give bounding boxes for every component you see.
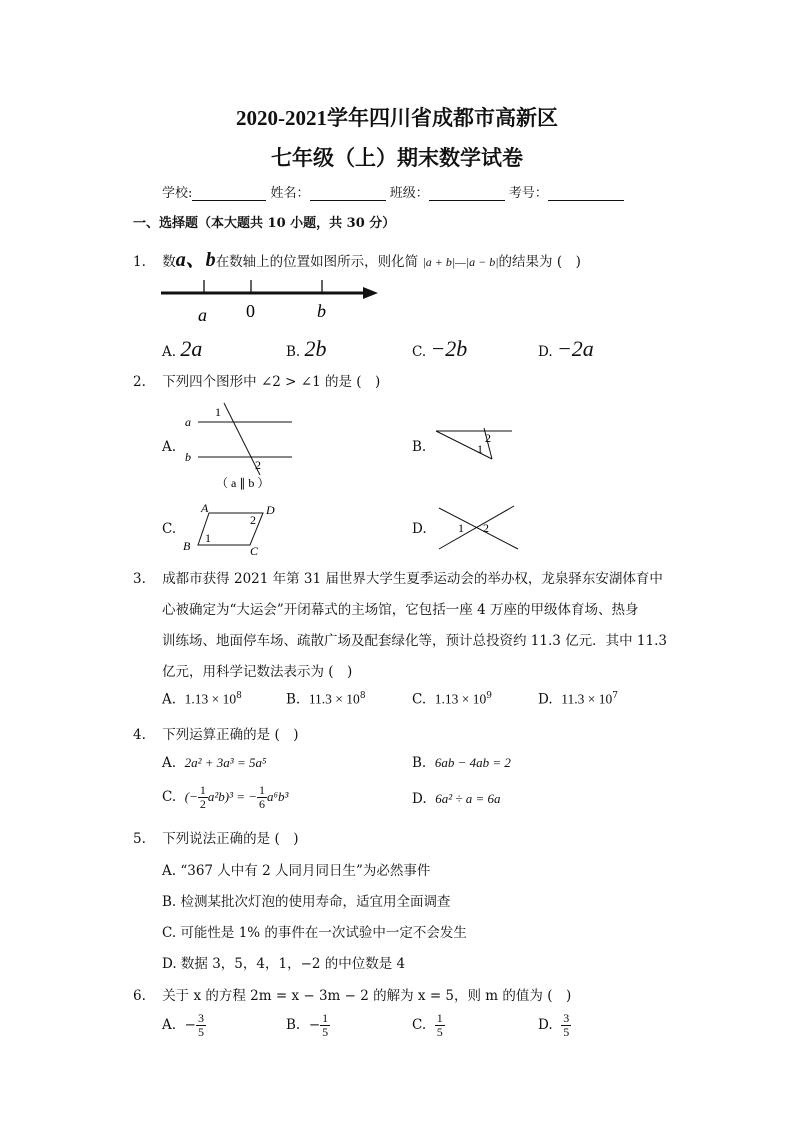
vertex-C: C bbox=[250, 544, 259, 558]
label-b: b bbox=[185, 450, 191, 464]
q1-text-mid: 在数轴上的位置如图所示，则化简 bbox=[215, 254, 419, 270]
q1-option-c-label: C. bbox=[412, 344, 427, 360]
q6-option-c-label: C. bbox=[412, 1017, 427, 1033]
q4-option-c-left: (− bbox=[184, 789, 198, 804]
angle-2-label: 2 bbox=[255, 458, 261, 472]
q6-option-a-den: 5 bbox=[197, 1025, 204, 1039]
section-heading: 一、选择题（本大题共 10 小题，共 30 分） bbox=[133, 216, 396, 231]
q4-option-c-frac1-den: 2 bbox=[199, 797, 206, 811]
q4-option-c-label: C. bbox=[162, 789, 177, 805]
q1-option-c[interactable] bbox=[412, 336, 467, 362]
q3-option-d-label: D. bbox=[538, 691, 553, 708]
q4-option-c-frac2-num: 1 bbox=[259, 783, 266, 797]
q2-figure-c bbox=[178, 500, 283, 558]
vertex-A: A bbox=[201, 501, 209, 515]
q3-option-d[interactable] bbox=[538, 691, 618, 708]
line-2 bbox=[439, 506, 514, 549]
q3-line-2: 心被确定为“大运会”开闭幕式的主场馆，它包括一座 4 万座的甲级体育场、热身 bbox=[162, 602, 639, 618]
q6-option-d[interactable] bbox=[538, 1012, 571, 1039]
angle-1-label: 1 bbox=[458, 521, 464, 535]
question-4 bbox=[133, 723, 299, 743]
q3-option-b-base: 11.3 × 10 bbox=[308, 691, 360, 707]
q4-option-c-mid: a²b)³ = − bbox=[207, 789, 258, 804]
q1-option-d[interactable] bbox=[538, 336, 594, 362]
q4-option-b[interactable] bbox=[412, 755, 511, 771]
page-title: 2020-2021学年四川省成都市高新区 bbox=[236, 106, 558, 130]
q3-option-b-label: B. bbox=[286, 691, 301, 708]
q2-figure-b bbox=[432, 424, 517, 464]
q4-option-c-frac1 bbox=[198, 784, 208, 811]
class-blank[interactable] bbox=[429, 200, 505, 201]
q1-option-d-label: D. bbox=[538, 344, 553, 360]
q3-option-c-exp: 9 bbox=[486, 691, 492, 701]
q6-option-c-num: 1 bbox=[436, 1011, 443, 1025]
q4-option-d-label: D. bbox=[412, 791, 427, 807]
q6-option-c-frac bbox=[435, 1012, 445, 1039]
angle-2-label: 2 bbox=[483, 521, 489, 535]
q6-text: 关于 x 的方程 2m = x − 3m − 2 的解为 x = 5，则 m 的值为 ( ) bbox=[162, 988, 572, 1004]
q2-figure-d bbox=[434, 503, 524, 553]
q4-option-c-frac2-den: 6 bbox=[259, 797, 266, 811]
question-1 bbox=[133, 243, 581, 272]
angle-1-label: 1 bbox=[205, 531, 211, 545]
q6-option-c[interactable] bbox=[412, 1012, 445, 1039]
q4-option-d[interactable] bbox=[412, 791, 501, 807]
q6-option-d-den: 5 bbox=[563, 1025, 570, 1039]
label-a: a bbox=[185, 415, 191, 429]
q6-option-b-num: 1 bbox=[322, 1011, 329, 1025]
q4-option-a-label: A. bbox=[162, 755, 177, 771]
q5-option-a[interactable]: A. “367 人中有 2 人同月同日生”为必然事件 bbox=[162, 863, 431, 879]
q4-option-a[interactable] bbox=[162, 755, 267, 771]
q3-option-c-label: C. bbox=[412, 691, 427, 708]
q5-number: 5. bbox=[133, 831, 146, 847]
q4-option-a-expr: 2a² + 3a³ = 5a⁵ bbox=[184, 755, 267, 770]
q6-option-d-frac bbox=[561, 1012, 571, 1039]
school-label: 学校: bbox=[162, 186, 193, 201]
exam-no-blank[interactable] bbox=[548, 200, 624, 201]
q3-line-3: 训练场、地面停车场、疏散广场及配套绿化等，预计总投资约 11.3 亿元．其中 11.3 bbox=[162, 633, 667, 649]
q6-option-c-den: 5 bbox=[436, 1025, 443, 1039]
axis-label-a: a bbox=[198, 305, 207, 325]
q1-option-d-value: −2a bbox=[556, 336, 594, 361]
q3-option-a-label: A. bbox=[162, 691, 177, 708]
q6-option-a-sign: − bbox=[184, 1017, 196, 1033]
q6-option-d-num: 3 bbox=[563, 1011, 570, 1025]
q6-option-a[interactable] bbox=[162, 1012, 206, 1039]
q1-expr: |a + b|—|a − b| bbox=[422, 255, 499, 269]
q5-option-c[interactable]: C. 可能性是 1% 的事件在一次试验中一定不会发生 bbox=[162, 925, 467, 941]
q3-option-a-exp: 8 bbox=[236, 691, 242, 701]
q6-option-b-sign: − bbox=[308, 1017, 321, 1033]
q5-text: 下列说法正确的是 ( ) bbox=[162, 831, 299, 847]
school-blank[interactable] bbox=[192, 200, 266, 201]
q4-number: 4. bbox=[133, 727, 146, 743]
q1-option-a-label: A. bbox=[162, 344, 177, 360]
q4-option-c-frac2 bbox=[257, 784, 267, 811]
q3-option-d-base: 11.3 × 10 bbox=[561, 691, 613, 707]
question-2 bbox=[133, 370, 380, 390]
question-5 bbox=[133, 827, 299, 847]
triangle-side-diagonal bbox=[436, 431, 492, 459]
q4-option-c-right: a⁶b³ bbox=[267, 789, 289, 804]
q2-number: 2. bbox=[133, 374, 146, 390]
q3-number: 3. bbox=[133, 571, 146, 587]
line-1 bbox=[439, 508, 518, 549]
q4-option-c-frac1-num: 1 bbox=[199, 783, 206, 797]
angle-1-label: 1 bbox=[477, 442, 483, 456]
name-blank[interactable] bbox=[310, 200, 386, 201]
question-6 bbox=[133, 984, 571, 1004]
q4-option-d-expr: 6a² ÷ a = 6a bbox=[435, 791, 501, 806]
number-line-arrow bbox=[363, 287, 378, 299]
q2-option-b[interactable]: B. bbox=[412, 439, 427, 455]
q2-option-c[interactable]: C. bbox=[162, 521, 177, 537]
number-line-figure bbox=[158, 275, 383, 330]
q5-option-d[interactable]: D. 数据 3，5，4，1，−2 的中位数是 4 bbox=[162, 956, 406, 972]
q6-option-a-num: 3 bbox=[197, 1011, 204, 1025]
q6-option-b[interactable] bbox=[286, 1012, 330, 1039]
q6-option-d-label: D. bbox=[538, 1017, 553, 1033]
q4-option-b-label: B. bbox=[412, 755, 427, 771]
q3-line-4: 亿元，用科学记数法表示为 ( ) bbox=[162, 664, 353, 680]
q1-text-pre: 数 bbox=[162, 254, 176, 270]
q6-option-a-frac bbox=[196, 1012, 206, 1039]
axis-label-b: b bbox=[317, 301, 326, 321]
q1-option-a-value: 2a bbox=[180, 336, 203, 361]
angle-2-label: 2 bbox=[250, 513, 256, 527]
parallel-caption: （ a ∥ b ） bbox=[216, 476, 270, 490]
q6-number: 6. bbox=[133, 988, 146, 1004]
q2-text: 下列四个图形中 ∠2 > ∠1 的是 ( ) bbox=[162, 374, 381, 390]
q1-option-b[interactable] bbox=[286, 336, 327, 362]
question-3 bbox=[133, 567, 663, 587]
q1-option-c-value: −2b bbox=[430, 336, 468, 361]
angle-1-label: 1 bbox=[215, 405, 221, 419]
exam-no-label: 考号： bbox=[508, 186, 548, 201]
q5-option-b[interactable]: B. 检测某批次灯泡的使用寿命，适宜用全面调查 bbox=[162, 894, 451, 910]
q3-option-b[interactable] bbox=[286, 691, 366, 708]
q1-option-a[interactable] bbox=[162, 336, 202, 362]
vertex-B: B bbox=[183, 539, 191, 553]
axis-label-0: 0 bbox=[246, 301, 255, 321]
q3-option-c[interactable] bbox=[412, 691, 492, 708]
angle-2-label: 2 bbox=[485, 431, 491, 445]
q6-option-b-frac bbox=[320, 1012, 330, 1039]
q6-option-b-label: B. bbox=[286, 1017, 301, 1033]
q6-option-b-den: 5 bbox=[322, 1025, 329, 1039]
name-label: 姓名： bbox=[270, 186, 310, 201]
q4-text: 下列运算正确的是 ( ) bbox=[162, 727, 299, 743]
q2-option-a[interactable]: A. bbox=[162, 439, 177, 455]
q1-option-b-label: B. bbox=[286, 344, 301, 360]
q1-number: 1. bbox=[133, 254, 146, 270]
q4-option-c[interactable] bbox=[162, 784, 288, 811]
q3-option-a[interactable] bbox=[162, 691, 242, 708]
q6-option-a-label: A. bbox=[162, 1017, 177, 1033]
info-fields bbox=[162, 182, 624, 201]
vertex-D: D bbox=[266, 503, 275, 517]
q3-option-c-base: 1.13 × 10 bbox=[434, 691, 487, 707]
q3-option-d-exp: 7 bbox=[612, 691, 618, 701]
q2-figure-a bbox=[178, 398, 298, 493]
q2-option-d[interactable]: D. bbox=[412, 521, 427, 537]
q1-vars: a、b bbox=[175, 249, 216, 271]
q1-text-post: 的结果为 ( ) bbox=[498, 254, 581, 270]
q3-line-1: 成都市获得 2021 年第 31 届世界大学生夏季运动会的举办权，龙泉驿东安湖体育中 bbox=[162, 571, 663, 587]
q4-option-b-expr: 6ab − 4ab = 2 bbox=[434, 755, 511, 770]
page-subtitle: 七年级（上）期末数学试卷 bbox=[271, 146, 523, 170]
class-label: 班级： bbox=[389, 186, 429, 201]
q1-option-b-value: 2b bbox=[304, 336, 327, 361]
q3-option-b-exp: 8 bbox=[359, 691, 366, 701]
q3-option-a-base: 1.13 × 10 bbox=[184, 691, 237, 707]
